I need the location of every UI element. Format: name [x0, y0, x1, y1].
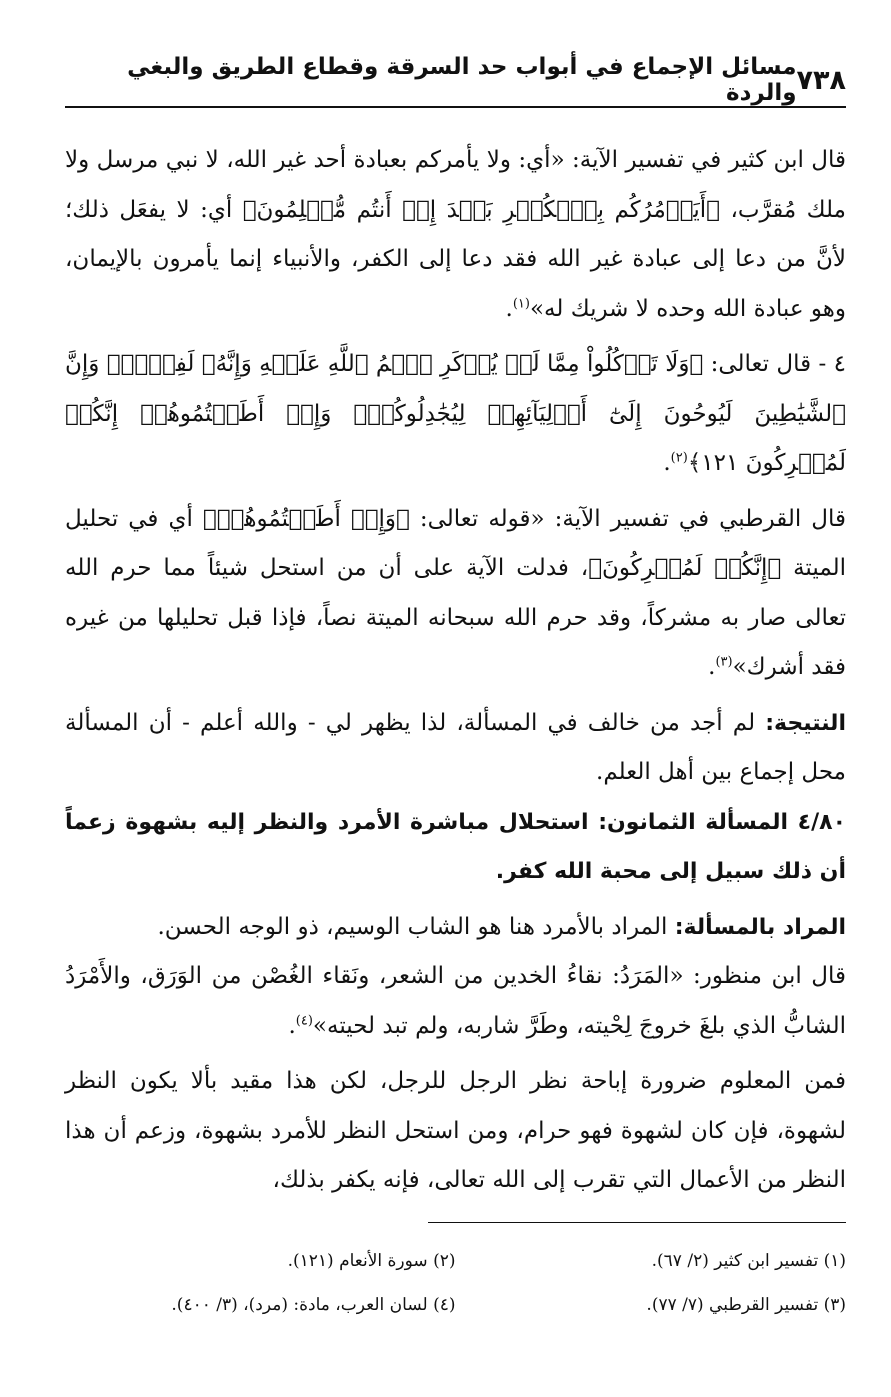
footnotes: [65, 1246, 846, 1320]
paragraph-qurtubi: قال القرطبي في تفسير الآية: «قوله تعالى: ﴿وَإِنۡ أَطَعۡتُمُوهُمۡ﴾ أي في تحليل الميتة ﴿إِنَّكُمۡ لَمُشۡرِكُونَ﴾، فدلت الآية على أن من استحل شيئاً مما حرم الله تعالى صار به مشركاً، وقد حرم الله سبحانه الميتة نصاً، فإذا قبل تحليلها من غيره فقد أشرك»$^{(٣)}$.: [65, 505, 847, 680]
footnote-item: (١) تفسير ابن كثير (٢/ ٦٧).: [651, 1251, 846, 1271]
section-heading: ٤/٨٠ المسألة الثمانون: استحلال مباشرة الأمرد والنظر إليه بشهوة زعماً أن ذلك سبيل إلى محبة الله كفر.: [65, 809, 846, 884]
page-header: [65, 54, 846, 106]
footnote-ref: (١): [512, 295, 530, 311]
footnote-item: (٢) سورة الأنعام (١٢١).: [287, 1251, 456, 1271]
footnote-ref: (٤): [295, 1012, 313, 1028]
running-title: مسائل الإجماع في أبواب حد السرقة وقطاع الطريق والبغي والردة: [127, 54, 797, 106]
quran-verse: ﴿وَإِنۡ أَطَعۡتُمُوهُمۡ﴾: [202, 505, 410, 532]
meaning-label: المراد بالمسألة:: [674, 914, 846, 940]
paragraph-ibn-kathir: قال ابن كثير في تفسير الآية: «أي: ولا يأمركم بعبادة أحد غير الله، لا نبي مرسل ولا ملك مُقرَّب، ﴿أَيَأۡمُرُكُم بِٱلۡكُفۡرِ بَعۡدَ إِذۡ أَنتُم مُّسۡلِمُونَ﴾ أي: لا يفعَل ذلك؛ لأنَّ من دعا إلى عبادة غير الله فقد دعا إلى الكفر، والأنبياء إنما يأمرون بالإيمان، وهو عبادة الله وحده لا شريك له»$^{(١)}$.: [65, 147, 846, 322]
footnote-item: (٤) لسان العرب، مادة: (مرد)، (٣/ ٤٠٠).: [171, 1295, 456, 1315]
header-rule: [65, 106, 846, 108]
paragraph-ruling: فمن المعلوم ضرورة إباحة نظر الرجل للرجل، لكن هذا مقيد بألا يكون النظر لشهوة، فإن كان لشهوة فهو حرام، ومن استحل النظر للأمرد بشهوة، وزعم أن هذا النظر من الأعمال التي تقرب إلى الله تعالى، فإنه يكفر بذلك،: [65, 1068, 846, 1193]
footnote-ref: (٣): [715, 654, 733, 670]
footnote-rule: [428, 1222, 846, 1223]
quran-verse: ﴿أَيَأۡمُرُكُم بِٱلۡكُفۡرِ بَعۡدَ إِذۡ أَنتُم مُّسۡلِمُونَ﴾: [242, 196, 720, 223]
paragraph-ibn-manzur: قال ابن منظور: «المَرَدُ: نقاءُ الخدين من الشعر، ونَقاء الغُصْن من الوَرَق، والأَمْرَدُ الشابُّ الذي بلغَ خروجَ لِحْيته، وطَرَّ شاربه، ولم تبد لحيته»$^{(٤)}$.: [65, 963, 846, 1039]
footnote-ref: (٢): [670, 450, 688, 466]
quran-verse: ﴿إِنَّكُمۡ لَمُشۡرِكُونَ﴾: [588, 555, 782, 581]
paragraph-result: النتيجة: لم أجد من خالف في المسألة، لذا يظهر لي - والله أعلم - أن المسألة محل إجماع بين أهل العلم.: [65, 709, 846, 785]
main-text: [65, 136, 846, 1206]
paragraph-meaning: المراد بالمسألة: المراد بالأمرد هنا هو الشاب الوسيم، ذو الوجه الحسن.: [157, 913, 846, 940]
paragraph-evidence-4: ٤ - قال تعالى: ﴿وَلَا تَأۡكُلُواْ مِمَّا لَمۡ يُذۡكَرِ ٱسۡمُ ٱللَّهِ عَلَيۡهِ وَإِنَّهُۥ لَفِسۡقٞۗ وَإِنَّ ٱلشَّيَٰطِينَ لَيُوحُونَ إِلَىٰٓ أَوۡلِيَآئِهِمۡ لِيُجَٰدِلُوكُمۡۖ وَإِنۡ أَطَعۡتُمُوهُمۡ إِنَّكُمۡ لَمُشۡرِكُونَ ١٢١﴾$^{(٢)}$.: [65, 351, 846, 476]
quran-verse: ﴿وَلَا تَأۡكُلُواْ مِمَّا لَمۡ يُذۡكَرِ ٱسۡمُ ٱللَّهِ عَلَيۡهِ وَإِنَّهُۥ لَفِسۡقٞۗ وَإِنَّ ٱلشَّيَٰطِينَ لَيُوحُونَ إِلَىٰٓ أَوۡلِيَآئِهِمۡ لِيُجَٰدِلُوكُمۡۖ وَإِنۡ أَطَعۡتُمُوهُمۡ إِنَّكُمۡ لَمُشۡرِكُونَ ١٢١﴾: [65, 351, 846, 476]
page-number: ٧٣٨: [796, 64, 846, 96]
footnote-item: (٣) تفسير القرطبي (٧/ ٧٧).: [646, 1295, 846, 1315]
result-label: النتيجة:: [765, 710, 846, 736]
